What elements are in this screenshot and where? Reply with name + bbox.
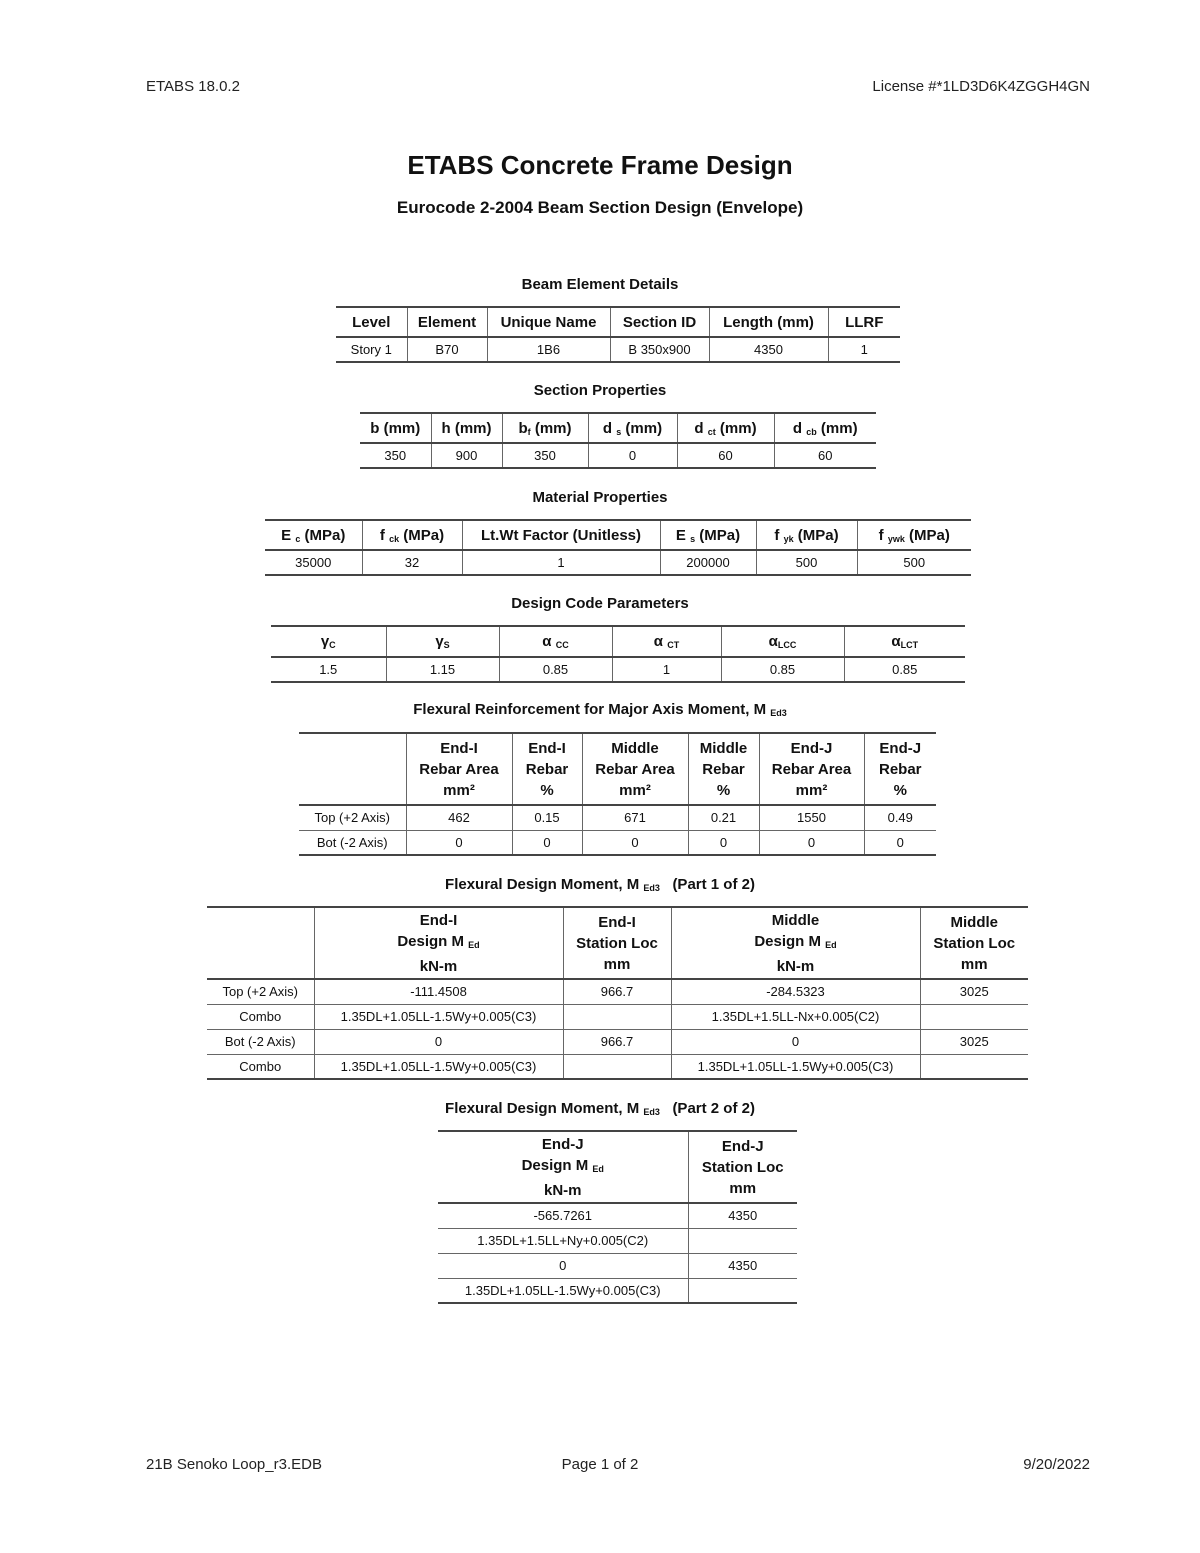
th-alpha-cc-base: α (542, 633, 552, 650)
th-fyk-unit: (MPa) (793, 526, 839, 544)
th-gamma-c-sub: C (329, 640, 336, 650)
th-endi-design-m-l3: kN-m (419, 957, 458, 975)
th-fyk (756, 520, 857, 550)
cell-value (563, 1054, 671, 1079)
th-endi-station-l2: Station Loc (576, 934, 658, 952)
th-fck-sub: ck (389, 533, 400, 544)
th-mid-pct-l2: Rebar (702, 760, 745, 778)
cell-value: 0 (438, 1253, 688, 1278)
cell-value: 0 (759, 830, 864, 855)
cell-bf: 350 (502, 443, 588, 468)
cell-value: -284.5323 (671, 979, 920, 1004)
th-b: b (mm) (360, 413, 431, 443)
design-moment-part1-title-sub: Ed3 (643, 883, 660, 893)
material-properties-table (265, 519, 971, 576)
th-endi-design-m-l2 (319, 931, 559, 956)
table-row (438, 1203, 797, 1228)
cell-combo: 1.35DL+1.5LL-Nx+0.005(C2) (671, 1004, 920, 1029)
th-mid-pct-l1: Middle (699, 739, 748, 757)
table-row (207, 1054, 1028, 1079)
cell-h: 900 (431, 443, 502, 468)
beam-details-table (336, 306, 900, 363)
th-fck-unit: (MPa) (399, 526, 445, 544)
cell-value: 0 (512, 830, 582, 855)
th-endi-pct-l1: End-I (528, 739, 566, 757)
cell-section-id: B 350x900 (610, 337, 709, 362)
th-ec-unit: (MPa) (300, 526, 346, 544)
cell-alpha-lcc: 0.85 (721, 657, 844, 682)
cell-element: B70 (407, 337, 487, 362)
th-endj-station-l3: mm (729, 1179, 757, 1197)
th-es-sub: s (690, 533, 696, 544)
th-alpha-lcc (721, 626, 844, 657)
th-bf-base: b (518, 419, 528, 437)
th-endj-area-l3: mm² (795, 781, 828, 799)
cell-value: 0 (406, 830, 512, 855)
th-alpha-cc (499, 626, 612, 657)
th-mid-station-l3: mm (960, 955, 988, 973)
th-endj-pct-l2: Rebar (878, 760, 922, 778)
th-alpha-lcc-base: α (768, 633, 778, 650)
cell-value: 0 (671, 1029, 920, 1054)
th-es-base: E (675, 526, 686, 544)
cell-value: 4350 (688, 1253, 797, 1278)
design-moment-part1-table (207, 906, 1028, 1080)
design-moment-part2-table (438, 1130, 797, 1304)
cell-value: 0 (864, 830, 936, 855)
th-level: Level (336, 307, 407, 337)
th-alpha-lct-sub: LCT (900, 640, 919, 650)
th-fywk-base: f (878, 526, 884, 544)
th-gamma-c-base: γ (320, 633, 330, 650)
cell-fck: 32 (362, 550, 462, 575)
cell-length: 4350 (709, 337, 828, 362)
th-dct-sub: ct (707, 426, 716, 437)
th-section-id: Section ID (610, 307, 709, 337)
cell-value: 966.7 (563, 979, 671, 1004)
th-fck-base: f (379, 526, 385, 544)
th-endi-pct (512, 733, 582, 805)
row-label: Top (+2 Axis) (299, 805, 406, 830)
th-endj-design-m-l2 (442, 1155, 684, 1180)
th-bf-unit: (mm) (530, 419, 572, 437)
cell-value: 0 (314, 1029, 563, 1054)
th-endj-pct (864, 733, 936, 805)
th-endi-pct-l3: % (540, 781, 554, 799)
cell-value: 1550 (759, 805, 864, 830)
th-mid-station (920, 907, 1028, 979)
cell-value: 966.7 (563, 1029, 671, 1054)
cell-value: 3025 (920, 979, 1028, 1004)
th-es (660, 520, 756, 550)
cell-ltwt: 1 (462, 550, 660, 575)
th-endj-area-l1: End-J (790, 739, 833, 757)
th-endi-area-l2: Rebar Area (419, 760, 499, 778)
th-gamma-s (386, 626, 499, 657)
design-moment-part1-title-text: Flexural Design Moment, M (445, 876, 640, 893)
cell-value (688, 1228, 797, 1253)
table-row (207, 1029, 1028, 1054)
material-properties-title: Material Properties (532, 489, 668, 506)
cell-fyk: 500 (756, 550, 857, 575)
cell-gamma-s: 1.15 (386, 657, 499, 682)
th-endj-design-m-l2-sub: Ed (592, 1163, 604, 1174)
design-moment-part2-title (0, 1100, 1200, 1117)
cell-dcb: 60 (774, 443, 876, 468)
th-mid-pct (688, 733, 759, 805)
cell-b: 350 (360, 443, 431, 468)
th-mid-area-l1: Middle (611, 739, 659, 757)
th-dcb-sub: cb (806, 426, 817, 437)
design-moment-part2-title-text: Flexural Design Moment, M (445, 1100, 640, 1117)
table-row (438, 1253, 797, 1278)
th-ds (588, 413, 677, 443)
row-label: Bot (-2 Axis) (207, 1029, 314, 1054)
flexural-reinforcement-title-sub: Ed3 (770, 708, 787, 718)
footer-filename: 21B Senoko Loop_r3.EDB (146, 1456, 322, 1473)
th-dcb (774, 413, 876, 443)
section-properties-title: Section Properties (533, 382, 667, 399)
flexural-reinforcement-title-text: Flexural Reinforcement for Major Axis Moment, M (413, 701, 767, 718)
cell-combo: 1.35DL+1.5LL+Ny+0.005(C2) (438, 1228, 688, 1253)
th-endj-design-m-l2-base: Design M (521, 1156, 589, 1174)
table-row (207, 979, 1028, 1004)
th-fywk-unit: (MPa) (904, 526, 950, 544)
th-fywk-sub: ywk (887, 533, 905, 544)
th-mid-design-m-l1: Middle (771, 911, 820, 929)
row-label: Combo (207, 1004, 314, 1029)
cell-combo: 1.35DL+1.05LL-1.5Wy+0.005(C3) (671, 1054, 920, 1079)
cell-value: -565.7261 (438, 1203, 688, 1228)
th-ds-unit: (mm) (621, 419, 663, 437)
th-fck (362, 520, 462, 550)
th-fyk-sub: yk (783, 533, 794, 544)
th-mid-design-m-l2-sub: Ed (825, 939, 837, 950)
th-h: h (mm) (431, 413, 502, 443)
cell-llrf: 1 (828, 337, 900, 362)
cell-value: 0.49 (864, 805, 936, 830)
th-endi-design-m-l2-sub: Ed (468, 939, 480, 950)
page-title: ETABS Concrete Frame Design (407, 150, 793, 180)
cell-combo: 1.35DL+1.05LL-1.5Wy+0.005(C3) (438, 1278, 688, 1303)
th-mid-area (582, 733, 688, 805)
th-endj-design-m-l3: kN-m (543, 1181, 582, 1199)
design-moment-part1-title (0, 876, 1200, 893)
th-gamma-s-sub: S (443, 640, 450, 650)
th-endi-station (563, 907, 671, 979)
th-endj-area-l2: Rebar Area (771, 760, 852, 778)
th-bf (502, 413, 588, 443)
table-row (271, 657, 965, 682)
th-row-label-empty (207, 907, 314, 979)
header-license: License #*1LD3D6K4ZGGH4GN (872, 78, 1090, 95)
th-ltwt: Lt.Wt Factor (Unitless) (462, 520, 660, 550)
th-alpha-lcc-sub: LCC (777, 640, 797, 650)
th-dct-base: d (694, 419, 704, 437)
cell-ds: 0 (588, 443, 677, 468)
table-row (299, 805, 936, 830)
cell-value: 462 (406, 805, 512, 830)
flexural-reinforcement-table (299, 732, 936, 856)
th-endi-area-l1: End-I (440, 739, 478, 757)
row-label: Top (+2 Axis) (207, 979, 314, 1004)
row-label: Combo (207, 1054, 314, 1079)
cell-gamma-c: 1.5 (271, 657, 386, 682)
cell-value: 0.21 (688, 805, 759, 830)
th-fyk-base: f (774, 526, 780, 544)
cell-value (920, 1004, 1028, 1029)
th-alpha-cc-sub: CC (555, 640, 569, 650)
th-alpha-ct-sub: CT (667, 640, 680, 650)
design-moment-part2-title-part: (Part 2 of 2) (672, 1100, 755, 1117)
th-mid-area-l2: Rebar Area (595, 760, 675, 778)
cell-value: 671 (582, 805, 688, 830)
th-endi-area-l3: mm² (443, 781, 475, 799)
th-ec-base: E (281, 526, 292, 544)
th-endj-station-l1: End-J (721, 1137, 764, 1155)
th-alpha-ct (612, 626, 721, 657)
th-ds-sub: s (616, 426, 622, 437)
th-ds-base: d (602, 419, 613, 437)
th-fywk (857, 520, 971, 550)
cell-value: -111.4508 (314, 979, 563, 1004)
cell-alpha-ct: 1 (612, 657, 721, 682)
cell-alpha-lct: 0.85 (844, 657, 965, 682)
row-label: Bot (-2 Axis) (299, 830, 406, 855)
th-length: Length (mm) (709, 307, 828, 337)
th-endi-area (406, 733, 512, 805)
cell-value (688, 1278, 797, 1303)
th-endj-design-m (438, 1131, 688, 1203)
cell-es: 200000 (660, 550, 756, 575)
th-gamma-c (271, 626, 386, 657)
footer-date: 9/20/2022 (1023, 1456, 1090, 1473)
table-row (207, 1004, 1028, 1029)
page-subtitle: Eurocode 2-2004 Beam Section Design (Envelope) (396, 198, 804, 217)
th-mid-area-l3: mm² (619, 781, 651, 799)
th-ec (265, 520, 362, 550)
th-endi-station-l3: mm (603, 955, 631, 973)
th-alpha-ct-base: α (653, 633, 664, 650)
th-mid-pct-l3: % (716, 781, 731, 799)
th-row-label-empty (299, 733, 406, 805)
th-alpha-lct (844, 626, 965, 657)
cell-fywk: 500 (857, 550, 971, 575)
table-row (360, 443, 876, 468)
beam-details-title: Beam Element Details (521, 276, 679, 293)
th-mid-design-m-l2-base: Design M (754, 932, 821, 950)
th-alpha-lct-base: α (891, 633, 901, 650)
table-row (438, 1278, 797, 1303)
th-endi-pct-l2: Rebar (525, 760, 569, 778)
cell-level: Story 1 (336, 337, 407, 362)
th-endi-design-m (314, 907, 563, 979)
design-moment-part1-title-part: (Part 1 of 2) (672, 876, 755, 893)
th-endj-pct-l3: % (893, 781, 907, 799)
footer-page-number: Page 1 of 2 (561, 1456, 639, 1473)
table-row (438, 1228, 797, 1253)
th-mid-design-m (671, 907, 920, 979)
th-endj-design-m-l1: End-J (541, 1135, 584, 1153)
th-unique-name: Unique Name (487, 307, 610, 337)
th-dcb-unit: (mm) (816, 419, 858, 437)
th-element: Element (407, 307, 487, 337)
cell-value: 0 (688, 830, 759, 855)
design-moment-part2-title-sub: Ed3 (643, 1107, 660, 1117)
table-row (299, 830, 936, 855)
cell-unique-name: 1B6 (487, 337, 610, 362)
th-gamma-s-base: γ (435, 633, 444, 650)
th-llrf: LLRF (828, 307, 900, 337)
header-app-version: ETABS 18.0.2 (146, 78, 240, 95)
th-endi-design-m-l2-base: Design M (397, 932, 464, 950)
th-endi-station-l1: End-I (598, 913, 636, 931)
cell-dct: 60 (677, 443, 774, 468)
th-endj-station-l2: Station Loc (701, 1158, 784, 1176)
th-bf-sub: f (527, 426, 531, 437)
cell-combo: 1.35DL+1.05LL-1.5Wy+0.005(C3) (314, 1054, 563, 1079)
flexural-reinforcement-title (0, 701, 1200, 718)
th-dcb-base: d (792, 419, 803, 437)
cell-value: 4350 (688, 1203, 797, 1228)
cell-value (563, 1004, 671, 1029)
design-code-title: Design Code Parameters (511, 595, 689, 612)
th-endi-design-m-l1: End-I (419, 911, 458, 929)
th-mid-design-m-l3: kN-m (776, 957, 815, 975)
cell-combo: 1.35DL+1.05LL-1.5Wy+0.005(C3) (314, 1004, 563, 1029)
th-endj-pct-l1: End-J (879, 739, 922, 757)
th-es-unit: (MPa) (695, 526, 741, 544)
cell-alpha-cc: 0.85 (499, 657, 612, 682)
cell-value: 3025 (920, 1029, 1028, 1054)
th-ec-sub: c (295, 533, 301, 544)
th-dct-unit: (mm) (715, 419, 757, 437)
th-dct (677, 413, 774, 443)
th-mid-design-m-l2 (676, 931, 916, 956)
table-row (265, 550, 971, 575)
cell-value: 0.15 (512, 805, 582, 830)
th-mid-station-l1: Middle (950, 913, 998, 931)
cell-value (920, 1054, 1028, 1079)
th-mid-station-l2: Station Loc (933, 934, 1016, 952)
section-properties-table (360, 412, 876, 469)
table-row (336, 337, 900, 362)
cell-value: 0 (582, 830, 688, 855)
design-code-table (271, 625, 965, 683)
cell-ec: 35000 (265, 550, 362, 575)
th-endj-area (759, 733, 864, 805)
th-endj-station (688, 1131, 797, 1203)
